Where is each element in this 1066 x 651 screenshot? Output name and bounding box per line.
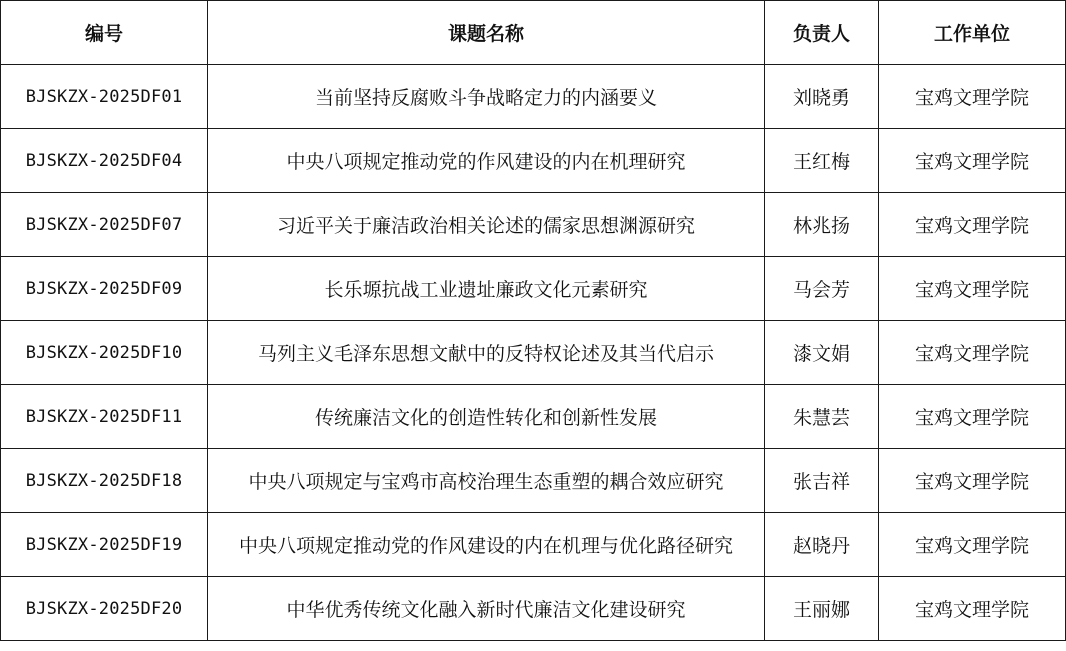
table-row xyxy=(1,449,1066,513)
project-title: 马列主义毛泽东思想文献中的反特权论述及其当代启示 xyxy=(208,321,765,385)
table-row xyxy=(1,385,1066,449)
header-title: 课题名称 xyxy=(208,1,765,65)
project-code: BJSKZX-2025DF10 xyxy=(1,321,208,385)
table-row xyxy=(1,129,1066,193)
project-leader: 林兆扬 xyxy=(765,193,879,257)
project-leader: 朱慧芸 xyxy=(765,385,879,449)
project-title: 长乐塬抗战工业遗址廉政文化元素研究 xyxy=(208,257,765,321)
project-title: 中央八项规定与宝鸡市高校治理生态重塑的耦合效应研究 xyxy=(208,449,765,513)
project-leader: 刘晓勇 xyxy=(765,65,879,129)
project-unit: 宝鸡文理学院 xyxy=(879,321,1066,385)
project-unit: 宝鸡文理学院 xyxy=(879,385,1066,449)
project-code: BJSKZX-2025DF19 xyxy=(1,513,208,577)
project-code: BJSKZX-2025DF04 xyxy=(1,129,208,193)
project-leader: 王丽娜 xyxy=(765,577,879,641)
project-unit: 宝鸡文理学院 xyxy=(879,513,1066,577)
project-code: BJSKZX-2025DF20 xyxy=(1,577,208,641)
table-row xyxy=(1,577,1066,641)
header-unit: 工作单位 xyxy=(879,1,1066,65)
project-unit: 宝鸡文理学院 xyxy=(879,257,1066,321)
project-title: 中央八项规定推动党的作风建设的内在机理与优化路径研究 xyxy=(208,513,765,577)
table-row xyxy=(1,513,1066,577)
project-code: BJSKZX-2025DF09 xyxy=(1,257,208,321)
project-code: BJSKZX-2025DF11 xyxy=(1,385,208,449)
project-code: BJSKZX-2025DF18 xyxy=(1,449,208,513)
table-row xyxy=(1,257,1066,321)
project-leader: 马会芳 xyxy=(765,257,879,321)
table-row xyxy=(1,321,1066,385)
project-unit: 宝鸡文理学院 xyxy=(879,193,1066,257)
project-title: 传统廉洁文化的创造性转化和创新性发展 xyxy=(208,385,765,449)
project-title: 中华优秀传统文化融入新时代廉洁文化建设研究 xyxy=(208,577,765,641)
project-title: 习近平关于廉洁政治相关论述的儒家思想渊源研究 xyxy=(208,193,765,257)
project-leader: 张吉祥 xyxy=(765,449,879,513)
project-unit: 宝鸡文理学院 xyxy=(879,449,1066,513)
table-row xyxy=(1,65,1066,129)
project-title: 中央八项规定推动党的作风建设的内在机理研究 xyxy=(208,129,765,193)
project-unit: 宝鸡文理学院 xyxy=(879,65,1066,129)
project-code: BJSKZX-2025DF01 xyxy=(1,65,208,129)
project-code: BJSKZX-2025DF07 xyxy=(1,193,208,257)
project-unit: 宝鸡文理学院 xyxy=(879,129,1066,193)
project-leader: 赵晓丹 xyxy=(765,513,879,577)
table-row xyxy=(1,193,1066,257)
project-unit: 宝鸡文理学院 xyxy=(879,577,1066,641)
project-title: 当前坚持反腐败斗争战略定力的内涵要义 xyxy=(208,65,765,129)
header-code: 编号 xyxy=(1,1,208,65)
header-row xyxy=(1,1,1066,65)
project-leader: 王红梅 xyxy=(765,129,879,193)
header-leader: 负责人 xyxy=(765,1,879,65)
project-leader: 漆文娟 xyxy=(765,321,879,385)
